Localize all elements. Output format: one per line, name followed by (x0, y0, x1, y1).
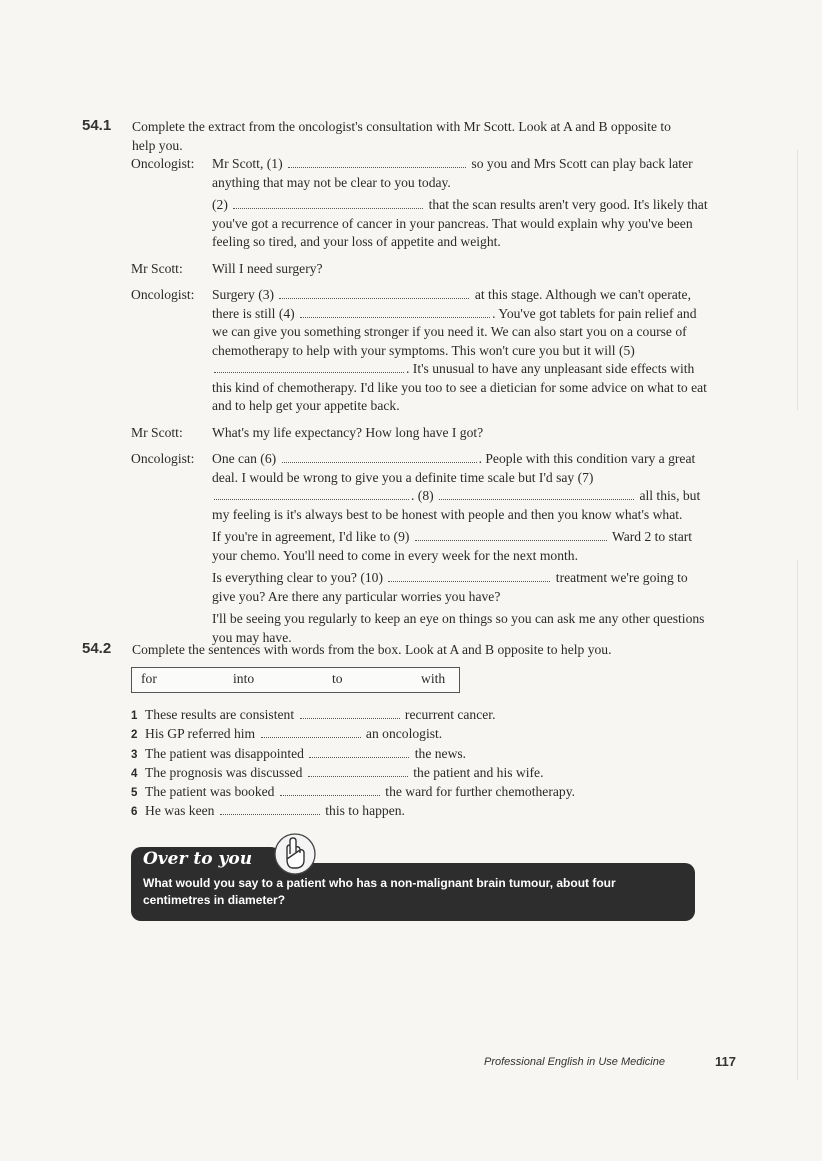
dialogue-turn (131, 450, 711, 651)
dialogue-turn (131, 155, 711, 256)
over-to-you-box (131, 840, 695, 922)
list-item: 6 He was keen this to happen. (131, 803, 405, 819)
gap-7[interactable] (214, 487, 409, 500)
gap-input[interactable] (220, 802, 320, 815)
gap-input[interactable] (309, 745, 409, 758)
page-number: 117 (715, 1054, 736, 1069)
speech-paragraph: Mr Scott, (1) so you and Mrs Scott can play back later anything that may not be clear to you today. (212, 156, 693, 190)
gap-input[interactable] (308, 764, 408, 777)
gap-10[interactable] (388, 569, 550, 582)
gap-8[interactable] (439, 487, 634, 500)
gap-1[interactable] (288, 155, 466, 168)
gap-9[interactable] (415, 528, 607, 541)
word-option: for (141, 671, 157, 686)
speaker-label: Oncologist: (131, 451, 195, 466)
speech-paragraph: If you're in agreement, I'd like to (9) Ward 2 to start your chemo. You'll need to come in every week for the next month. (212, 529, 693, 563)
gap-3[interactable] (279, 286, 469, 299)
word-option: with (421, 671, 446, 686)
speaker-label: Mr Scott: (131, 260, 183, 276)
gap-5[interactable] (214, 360, 404, 373)
exercise-instruction: Complete the extract from the oncologist's consultation with Mr Scott. Look at A and B opposite to help you. (132, 119, 671, 153)
speaker-label: Mr Scott: (131, 424, 183, 440)
speech-paragraph: Is everything clear to you? (10) treatment we're going to give you? Are there any particular worries you have? (212, 570, 688, 604)
list-item: 3 The patient was disappointed the news. (131, 745, 467, 761)
gap-input[interactable] (300, 706, 400, 719)
word-option: into (233, 671, 255, 686)
exercise-instruction: Complete the sentences with words from the box. Look at A and B opposite to help you. (132, 642, 612, 657)
over-to-you-title: Over to you (143, 849, 253, 869)
book-title: Professional English in Use Medicine (484, 1056, 665, 1068)
speech (212, 286, 711, 420)
speech-paragraph: (2) that the scan results aren't very good. It's likely that you've got a recurrence of cancer in your pancreas. That would explain why you've been feeling so tired, and your loss of appetite and weight. (212, 197, 708, 249)
gap-input[interactable] (280, 783, 380, 796)
pointing-hand-icon (273, 832, 317, 876)
over-to-you-question: What would you say to a patient who has a non-malignant brain tumour, about four centimetres in diameter? (143, 876, 616, 907)
list-item: 2 His GP referred him an oncologist. (131, 726, 443, 742)
speech (212, 155, 711, 256)
dialogue-turn (131, 260, 711, 283)
word-option: to (332, 671, 343, 686)
speech-paragraph: I'll be seeing you regularly to keep an eye on things so you can ask me any other questions you may have. (212, 611, 705, 645)
exercise-number: 54.2 (82, 640, 112, 657)
list-item: 1 These results are consistent recurrent cancer. (131, 707, 496, 722)
speaker-label: Oncologist: (131, 156, 195, 171)
speech-paragraph: Surgery (3) at this stage. Although we can't operate, there is still (4) . You've got tablets for pain relief and we can give you something stronger if you need it. We can also start you on a course of chemotherapy to help with your symptoms. This won't cure you but it will (5) . It's unusual to have any unpleasant side effects with this kind of chemotherapy. I'd like you too to see a dietician for some advice on what to eat and to help get your appetite back. (212, 287, 707, 413)
page-edge-shadow (797, 560, 798, 1080)
consultation-dialogue (131, 155, 711, 655)
speech (212, 450, 711, 651)
word-box (131, 667, 460, 693)
speech-paragraph: One can (6) . People with this condition vary a great deal. I would be wrong to give you a definite time scale but I'd say (7) . (8) all this, but my feeling is it's always best to be honest with people and then you know what's what. (212, 451, 701, 522)
speech: What's my life expectancy? How long have I got? (212, 424, 484, 440)
gap-6[interactable] (282, 450, 477, 463)
list-item: 5 The patient was booked the ward for further chemotherapy. (131, 784, 576, 800)
gap-2[interactable] (233, 196, 423, 209)
speech: Will I need surgery? (212, 260, 323, 276)
dialogue-turn (131, 286, 711, 420)
page-edge-shadow (797, 150, 798, 410)
sentence-list (131, 706, 631, 822)
gap-input[interactable] (261, 725, 361, 738)
dialogue-turn (131, 424, 711, 447)
speaker-label: Oncologist: (131, 287, 195, 302)
gap-4[interactable] (300, 305, 490, 318)
over-to-you-body (131, 863, 695, 921)
exercise-number: 54.1 (82, 117, 112, 134)
list-item: 4 The prognosis was discussed the patient and his wife. (131, 764, 544, 780)
